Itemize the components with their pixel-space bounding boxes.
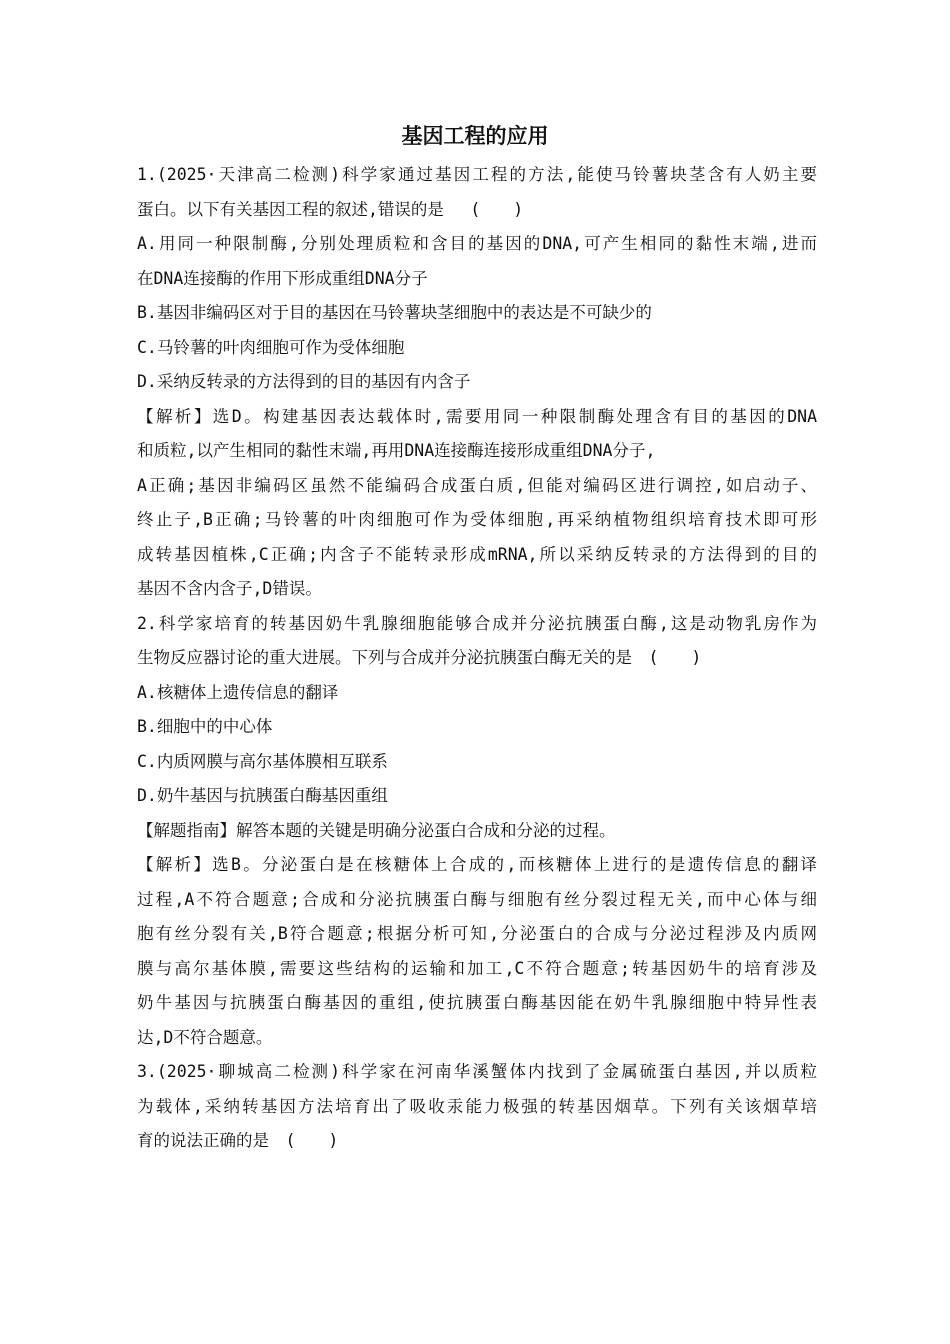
question-1-analysis-line: 成转基因植株,C正确;内含子不能转录形成mRNA,所以采纳反转录的方法得到的目的 bbox=[137, 544, 817, 564]
question-1-analysis-line: 终止子,B正确;马铃薯的叶肉细胞可作为受体细胞,再采纳植物组织培育技术即可形 bbox=[137, 510, 817, 529]
question-1-analysis-line: A正确;基因非编码区虽然不能编码合成蛋白质,但能对编码区进行调控,如启动子、 bbox=[137, 475, 817, 495]
question-2-analysis-line: 达,D不符合题意。 bbox=[137, 1027, 273, 1047]
question-2-analysis-line: 奶牛基因与抗胰蛋白酶基因的重组,使抗胰蛋白酶基因能在奶牛乳腺细胞中特异性表 bbox=[137, 993, 817, 1012]
question-2-analysis-line: 胞有丝分裂有关,B符合题意;根据分析可知,分泌蛋白的合成与分泌过程涉及内质网 bbox=[137, 924, 817, 943]
question-3-stem-line: 3.(2025·聊城高二检测)科学家在河南华溪蟹体内找到了金属硫蛋白基因,并以质粒 bbox=[137, 1062, 817, 1081]
question-1-option-a: A.用同一种限制酶,分别处理质粒和含目的基因的DNA,可产生相同的黏性末端,进而 bbox=[137, 234, 817, 253]
question-1-analysis-line: 和质粒,以产生相同的黏性末端,再用DNA连接酶连接形成重组DNA分子, bbox=[137, 441, 656, 460]
question-2-option-d: D.奶牛基因与抗胰蛋白酶基因重组 bbox=[137, 786, 388, 805]
question-1-stem-line: 1.(2025·天津高二检测)科学家通过基因工程的方法,能使马铃薯块茎含有人奶主要 bbox=[137, 165, 817, 184]
question-1-option-a: 在DNA连接酶的作用下形成重组DNA分子 bbox=[137, 268, 428, 288]
document-body bbox=[137, 158, 817, 1159]
question-2-stem-line: 生物反应器讨论的重大进展。下列与合成并分泌抗胰蛋白酶无关的是 ( ) bbox=[137, 648, 702, 667]
question-2-guide: 【解题指南】解答本题的关键是明确分泌蛋白合成和分泌的过程。 bbox=[137, 820, 616, 840]
question-3-stem-line: 育的说法正确的是 ( ) bbox=[137, 1131, 339, 1150]
question-2-analysis-line: 【解析】选B。分泌蛋白是在核糖体上合成的,而核糖体上进行的是遗传信息的翻译 bbox=[137, 855, 817, 874]
question-2-option-b: B.细胞中的中心体 bbox=[137, 717, 273, 736]
question-1-option-b: B.基因非编码区对于目的基因在马铃薯块茎细胞中的表达是不可缺少的 bbox=[137, 303, 652, 322]
question-1-analysis-line: 【解析】选D。构建基因表达载体时,需要用同一种限制酶处理含有目的基因的DNA bbox=[137, 406, 817, 426]
question-1-analysis-line: 基因不含内含子,D错误。 bbox=[137, 579, 322, 598]
question-2-option-c: C.内质网膜与高尔基体膜相互联系 bbox=[137, 751, 388, 771]
question-3-stem-line: 为载体,采纳转基因方法培育出了吸收汞能力极强的转基因烟草。下列有关该烟草培 bbox=[137, 1096, 817, 1116]
question-2-stem-line: 2.科学家培育的转基因奶牛乳腺细胞能够合成并分泌抗胰蛋白酶,这是动物乳房作为 bbox=[137, 613, 817, 633]
question-2-analysis-line: 过程,A不符合题意;合成和分泌抗胰蛋白酶与细胞有丝分裂过程无关,而中心体与细 bbox=[137, 889, 817, 909]
page-title: 基因工程的应用 bbox=[401, 124, 549, 148]
question-1-option-c: C.马铃薯的叶肉细胞可作为受体细胞 bbox=[137, 337, 405, 357]
question-2-option-a: A.核糖体上遗传信息的翻译 bbox=[137, 682, 339, 702]
question-2-analysis-line: 膜与高尔基体膜,需要这些结构的运输和加工,C不符合题意;转基因奶牛的培育涉及 bbox=[137, 958, 817, 978]
question-1-stem-line: 蛋白。以下有关基因工程的叙述,错误的是 ( ) bbox=[137, 199, 524, 219]
question-1-option-d: D.采纳反转录的方法得到的目的基因有内含子 bbox=[137, 372, 471, 391]
